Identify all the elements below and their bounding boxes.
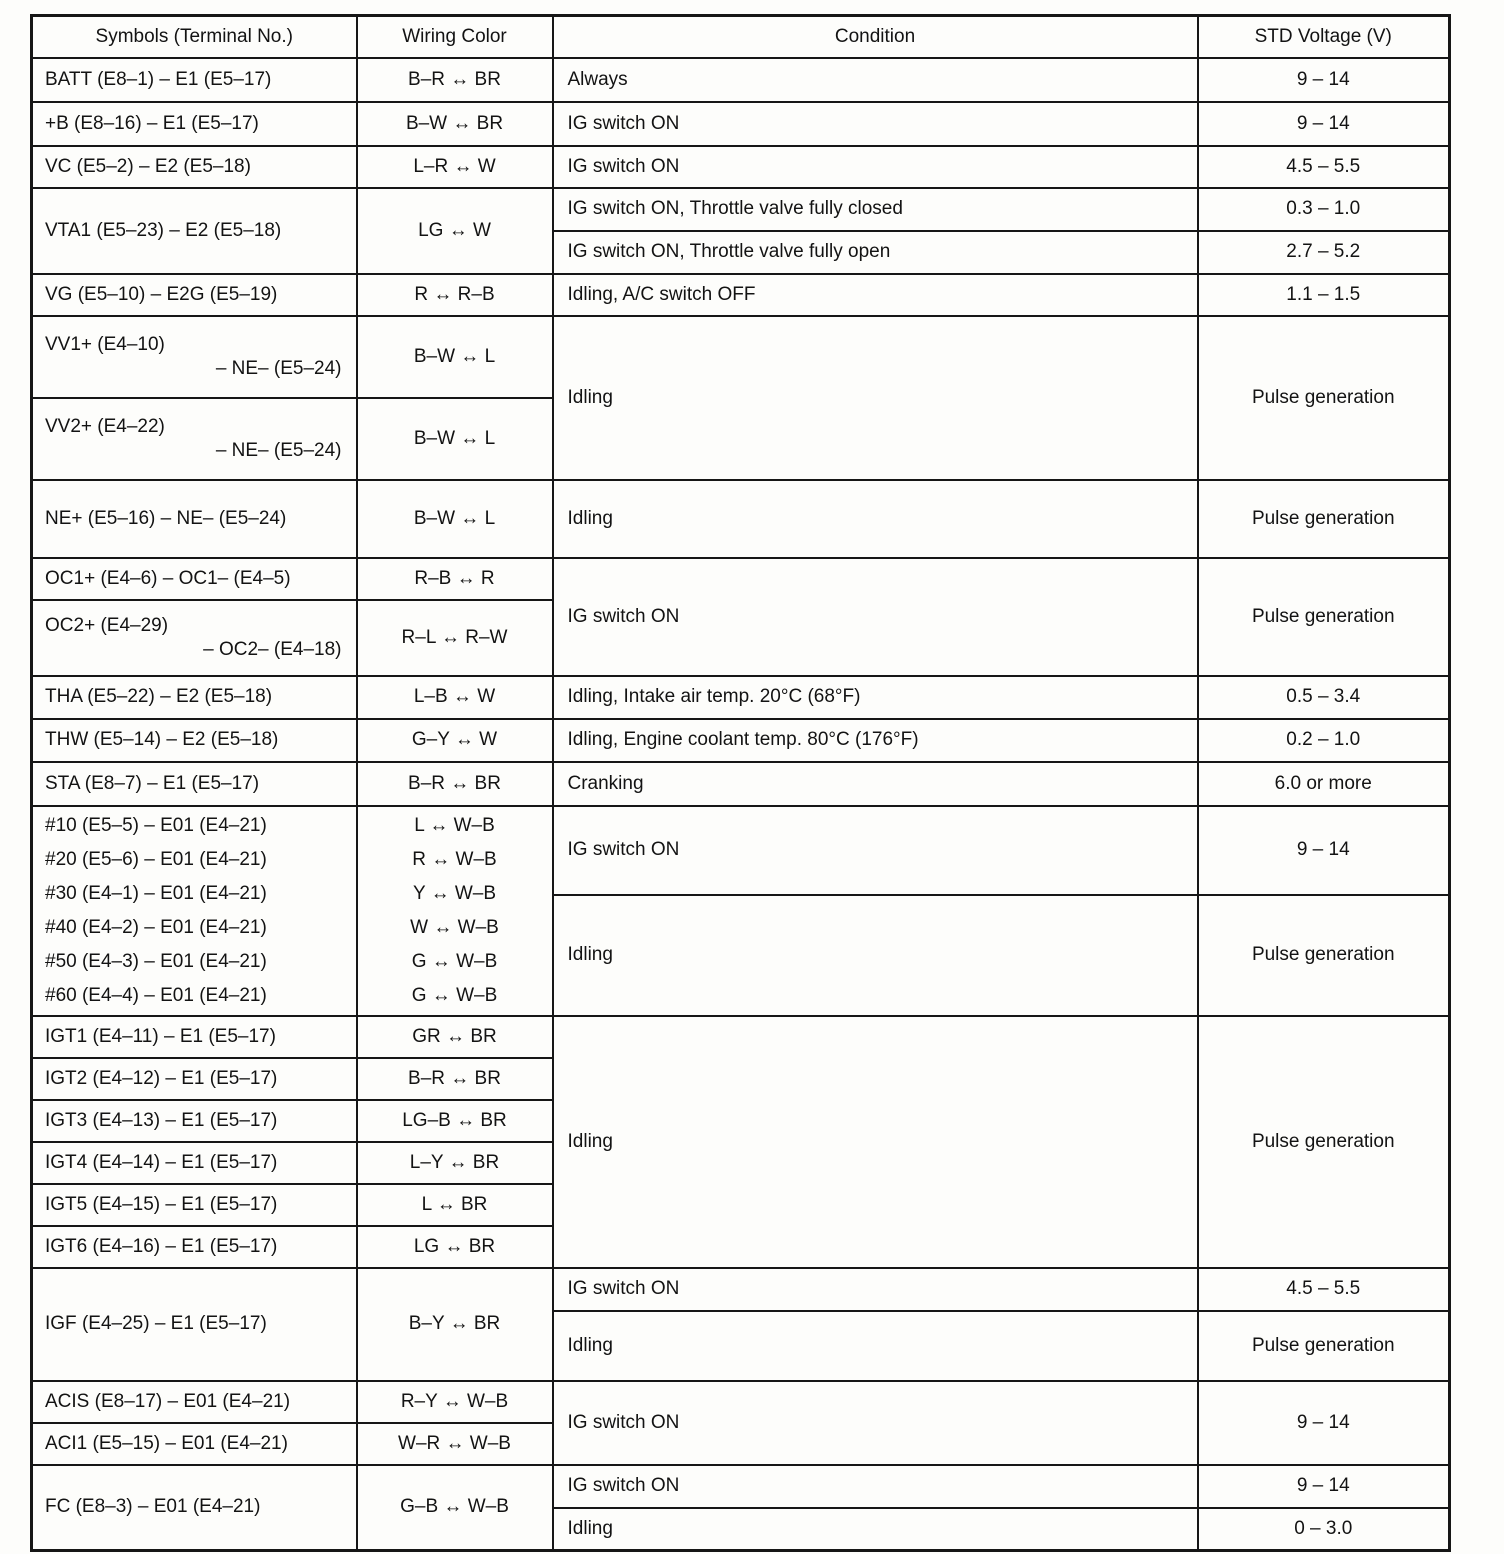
cell-symbol: FC (E8–3) – E01 (E4–21) (32, 1465, 357, 1551)
header-symbols: Symbols (Terminal No.) (32, 16, 357, 58)
symbol-line-1: VV2+ (E4–22) (45, 415, 165, 437)
terminal-voltage-table (30, 14, 1451, 1552)
wiring-color-line: R ↔ W–B (412, 848, 497, 870)
cell-std-voltage: Pulse generation (1198, 895, 1450, 1016)
row-igt1 (32, 1016, 1450, 1058)
cell-condition: Idling (553, 316, 1198, 480)
cell-condition: IG switch ON (553, 146, 1198, 188)
symbol-line-2: – NE– (E5–24) (215, 357, 342, 379)
cell-condition: IG switch ON (553, 1268, 1198, 1311)
cell-wiring-color: B–Y ↔ BR (357, 1268, 553, 1381)
cell-wiring-color: B–W ↔ L (357, 480, 553, 558)
cell-symbol: IGF (E4–25) – E1 (E5–17) (32, 1268, 357, 1381)
cell-wiring-color: L ↔ BR (357, 1184, 553, 1226)
symbol-line: #20 (E5–6) – E01 (E4–21) (45, 848, 267, 870)
row-injectors-ig-on (32, 806, 1450, 895)
row-vc (32, 146, 1450, 188)
row-vg (32, 274, 1450, 316)
cell-wiring-color: B–W ↔ L (357, 316, 553, 398)
cell-std-voltage: 9 – 14 (1198, 102, 1450, 146)
wiring-color-line: G ↔ W–B (411, 984, 498, 1006)
cell-condition: IG switch ON (553, 806, 1198, 895)
row-fc-ig-on (32, 1465, 1450, 1508)
cell-condition: Idling, Engine coolant temp. 80°C (176°F) (553, 719, 1198, 762)
cell-std-voltage: 0 – 3.0 (1198, 1508, 1450, 1551)
cell-condition: Cranking (553, 762, 1198, 806)
row-acis (32, 1381, 1450, 1423)
symbol-line-1: OC2+ (E4–29) (45, 614, 169, 636)
wiring-color-line: W ↔ W–B (410, 916, 499, 938)
cell-symbol: ACIS (E8–17) – E01 (E4–21) (32, 1381, 357, 1423)
header-std-voltage: STD Voltage (V) (1198, 16, 1450, 58)
cell-symbol (32, 398, 357, 480)
cell-symbol (32, 316, 357, 398)
symbol-line: #40 (E4–2) – E01 (E4–21) (45, 916, 267, 938)
cell-symbol: VC (E5–2) – E2 (E5–18) (32, 146, 357, 188)
cell-symbol (32, 600, 357, 676)
cell-condition: Idling, Intake air temp. 20°C (68°F) (553, 676, 1198, 719)
cell-symbol: BATT (E8–1) – E1 (E5–17) (32, 58, 357, 102)
cell-wiring-color: LG–B ↔ BR (357, 1100, 553, 1142)
row-sta (32, 762, 1450, 806)
cell-condition: IG switch ON (553, 1381, 1198, 1465)
cell-std-voltage: 6.0 or more (1198, 762, 1450, 806)
cell-std-voltage: 4.5 – 5.5 (1198, 146, 1450, 188)
cell-wiring-color: R–Y ↔ W–B (357, 1381, 553, 1423)
cell-symbol: IGT6 (E4–16) – E1 (E5–17) (32, 1226, 357, 1268)
cell-symbol: VTA1 (E5–23) – E2 (E5–18) (32, 188, 357, 274)
cell-condition: Idling (553, 1508, 1198, 1551)
cell-condition: IG switch ON, Throttle valve fully closed (553, 188, 1198, 231)
wiring-color-line: G ↔ W–B (411, 950, 498, 972)
cell-symbol: IGT3 (E4–13) – E1 (E5–17) (32, 1100, 357, 1142)
row-vv1 (32, 316, 1450, 398)
cell-symbol: IGT2 (E4–12) – E1 (E5–17) (32, 1058, 357, 1100)
cell-condition: IG switch ON (553, 102, 1198, 146)
row-thw (32, 719, 1450, 762)
cell-wiring-color: B–W ↔ L (357, 398, 553, 480)
header-wiring-color: Wiring Color (357, 16, 553, 58)
cell-std-voltage: Pulse generation (1198, 1016, 1450, 1268)
cell-condition: IG switch ON (553, 1465, 1198, 1508)
cell-symbol: THW (E5–14) – E2 (E5–18) (32, 719, 357, 762)
cell-std-voltage: 0.3 – 1.0 (1198, 188, 1450, 231)
row-tha (32, 676, 1450, 719)
cell-condition: Idling (553, 1016, 1198, 1268)
cell-std-voltage: 2.7 – 5.2 (1198, 231, 1450, 274)
cell-std-voltage: 1.1 – 1.5 (1198, 274, 1450, 316)
cell-condition: IG switch ON (553, 558, 1198, 676)
symbol-line-2: – OC2– (E4–18) (203, 638, 342, 660)
cell-std-voltage: 0.5 – 3.4 (1198, 676, 1450, 719)
cell-std-voltage: 9 – 14 (1198, 1465, 1450, 1508)
cell-symbol: THA (E5–22) – E2 (E5–18) (32, 676, 357, 719)
cell-wiring-color: G–Y ↔ W (357, 719, 553, 762)
cell-wiring-color: LG ↔ W (357, 188, 553, 274)
cell-symbol: +B (E8–16) – E1 (E5–17) (32, 102, 357, 146)
cell-std-voltage: 9 – 14 (1198, 58, 1450, 102)
cell-wiring-color: R–L ↔ R–W (357, 600, 553, 676)
wiring-color-line: Y ↔ W–B (412, 882, 497, 904)
row-ne (32, 480, 1450, 558)
row-oc1 (32, 558, 1450, 600)
cell-std-voltage: 0.2 – 1.0 (1198, 719, 1450, 762)
cell-wiring-color: GR ↔ BR (357, 1016, 553, 1058)
symbol-line: #30 (E4–1) – E01 (E4–21) (45, 882, 267, 904)
cell-symbol (32, 806, 357, 1016)
symbol-line-2: – NE– (E5–24) (215, 439, 342, 461)
cell-std-voltage: Pulse generation (1198, 1311, 1450, 1381)
symbol-line: #60 (E4–4) – E01 (E4–21) (45, 984, 267, 1006)
cell-std-voltage: 9 – 14 (1198, 1381, 1450, 1465)
cell-condition: IG switch ON, Throttle valve fully open (553, 231, 1198, 274)
cell-symbol: ACI1 (E5–15) – E01 (E4–21) (32, 1423, 357, 1465)
cell-symbol: VG (E5–10) – E2G (E5–19) (32, 274, 357, 316)
cell-wiring-color: L–B ↔ W (357, 676, 553, 719)
cell-symbol: OC1+ (E4–6) – OC1– (E4–5) (32, 558, 357, 600)
header-condition: Condition (553, 16, 1198, 58)
cell-wiring-color: G–B ↔ W–B (357, 1465, 553, 1551)
cell-wiring-color: L–Y ↔ BR (357, 1142, 553, 1184)
cell-std-voltage: Pulse generation (1198, 480, 1450, 558)
cell-condition: Always (553, 58, 1198, 102)
cell-symbol: IGT4 (E4–14) – E1 (E5–17) (32, 1142, 357, 1184)
row-igf-ig-on (32, 1268, 1450, 1311)
row-plus-b (32, 102, 1450, 146)
cell-wiring-color: W–R ↔ W–B (357, 1423, 553, 1465)
cell-symbol: IGT5 (E4–15) – E1 (E5–17) (32, 1184, 357, 1226)
row-batt (32, 58, 1450, 102)
cell-wiring-color: R–B ↔ R (357, 558, 553, 600)
symbol-line-1: VV1+ (E4–10) (45, 333, 165, 355)
cell-condition: Idling (553, 480, 1198, 558)
cell-condition: Idling, A/C switch OFF (553, 274, 1198, 316)
cell-wiring-color: B–R ↔ BR (357, 58, 553, 102)
cell-wiring-color: L–R ↔ W (357, 146, 553, 188)
cell-symbol: IGT1 (E4–11) – E1 (E5–17) (32, 1016, 357, 1058)
cell-wiring-color: R ↔ R–B (357, 274, 553, 316)
symbol-line: #50 (E4–3) – E01 (E4–21) (45, 950, 267, 972)
cell-std-voltage: Pulse generation (1198, 558, 1450, 676)
header-row (32, 16, 1450, 58)
cell-std-voltage: 9 – 14 (1198, 806, 1450, 895)
symbol-line: #10 (E5–5) – E01 (E4–21) (45, 814, 267, 836)
cell-wiring-color: LG ↔ BR (357, 1226, 553, 1268)
cell-condition: Idling (553, 1311, 1198, 1381)
cell-wiring-color (357, 806, 553, 1016)
row-vta1-closed (32, 188, 1450, 231)
cell-wiring-color: B–R ↔ BR (357, 1058, 553, 1100)
cell-symbol: STA (E8–7) – E1 (E5–17) (32, 762, 357, 806)
cell-std-voltage: Pulse generation (1198, 316, 1450, 480)
cell-condition: Idling (553, 895, 1198, 1016)
cell-std-voltage: 4.5 – 5.5 (1198, 1268, 1450, 1311)
cell-symbol: NE+ (E5–16) – NE– (E5–24) (32, 480, 357, 558)
cell-wiring-color: B–W ↔ BR (357, 102, 553, 146)
wiring-color-line: L ↔ W–B (414, 814, 495, 836)
cell-wiring-color: B–R ↔ BR (357, 762, 553, 806)
